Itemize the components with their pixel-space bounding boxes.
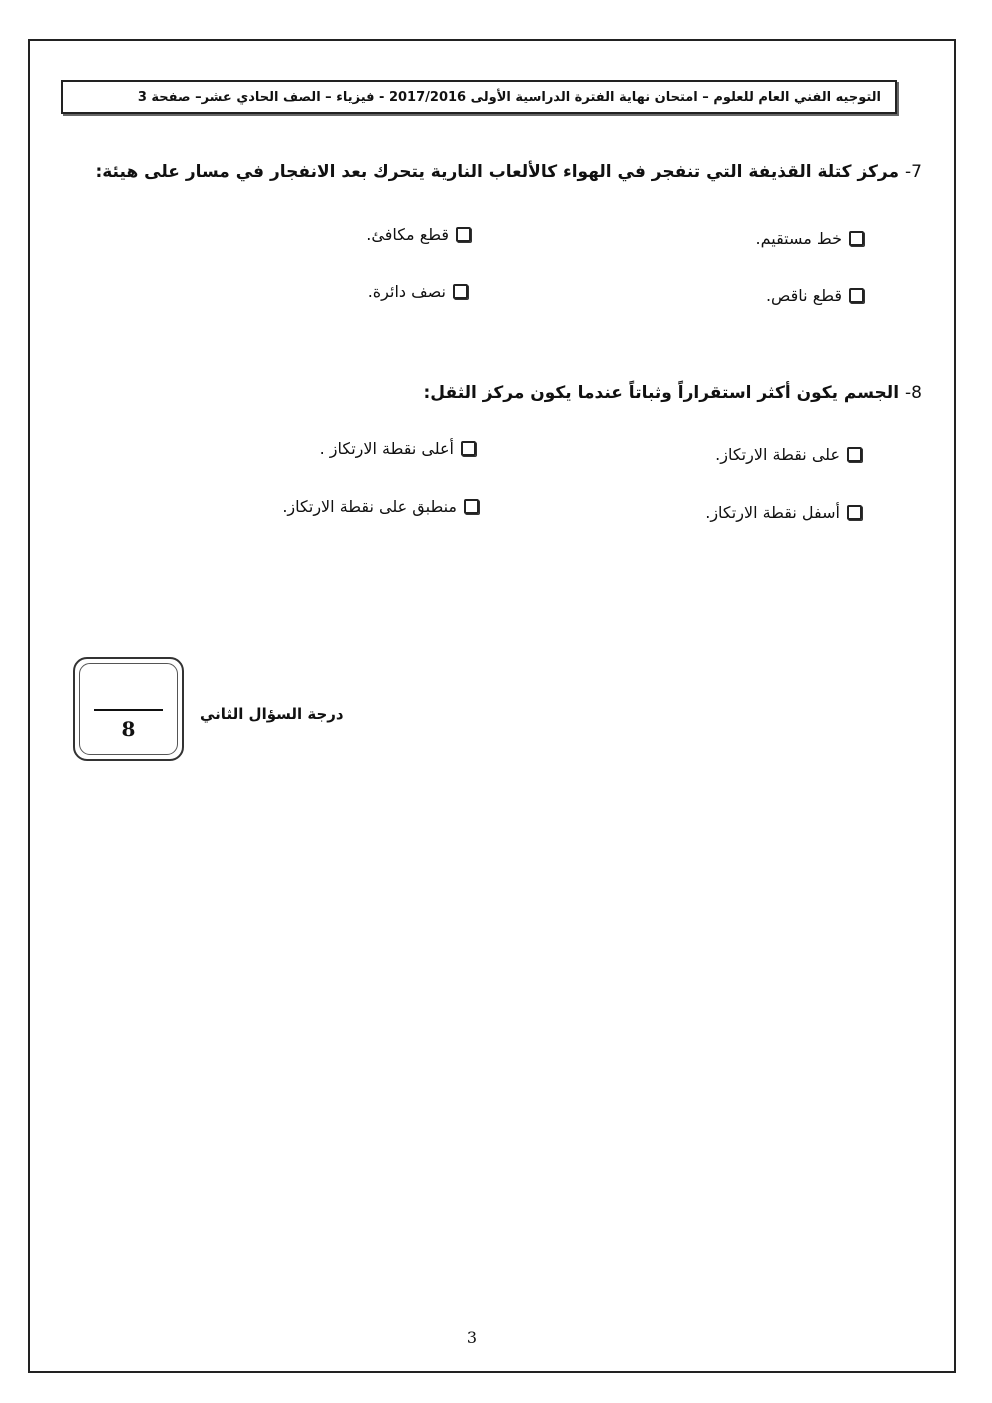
question-8-option-3[interactable] xyxy=(705,503,862,522)
option-label: قطع مكافئ. xyxy=(366,225,449,244)
score-box xyxy=(73,657,184,761)
checkbox-icon[interactable] xyxy=(461,441,476,456)
option-label: أعلى نقطة الارتكاز . xyxy=(319,439,454,458)
checkbox-icon[interactable] xyxy=(847,505,862,520)
option-label: على نقطة الارتكاز. xyxy=(715,445,840,464)
checkbox-icon[interactable] xyxy=(464,499,479,514)
question-8-option-1[interactable] xyxy=(715,445,862,464)
exam-header xyxy=(61,80,897,114)
question-7 xyxy=(95,162,922,182)
page-number: 3 xyxy=(466,1328,478,1347)
checkbox-icon[interactable] xyxy=(849,231,864,246)
question-8-option-2[interactable] xyxy=(320,439,476,458)
score-label: درجة السؤال الثاني xyxy=(200,705,344,723)
checkbox-icon[interactable] xyxy=(456,227,471,242)
option-label: أسفل نقطة الارتكاز. xyxy=(705,503,840,522)
question-8-number: 8- xyxy=(905,383,922,403)
option-label: نصف دائرة. xyxy=(367,282,446,301)
option-label: خط مستقيم. xyxy=(755,229,842,248)
score-entry-line xyxy=(94,709,163,711)
question-7-text: مركز كتلة القذيفة التي تنفجر في الهواء كالألعاب النارية يتحرك بعد الانفجار في مسار على هيئة: xyxy=(95,162,900,182)
question-7-option-2[interactable] xyxy=(366,225,471,244)
checkbox-icon[interactable] xyxy=(849,288,864,303)
question-7-number: 7- xyxy=(905,162,922,182)
question-8-text: الجسم يكون أكثر استقراراً وثباتاً عندما يكون مركز الثقل: xyxy=(423,383,900,403)
option-label: منطبق على نقطة الارتكاز. xyxy=(282,497,457,516)
checkbox-icon[interactable] xyxy=(453,284,468,299)
score-total: 8 xyxy=(121,717,136,741)
question-7-option-4[interactable] xyxy=(368,282,468,301)
exam-header-text: التوجيه الفني العام للعلوم – امتحان نهاية الفترة الدراسية الأولى 2017/2016 - فيزياء – الصف الحادي عشر– صفحة 3 xyxy=(137,89,881,105)
question-7-option-1[interactable] xyxy=(756,229,865,248)
checkbox-icon[interactable] xyxy=(847,447,862,462)
question-8-option-4[interactable] xyxy=(282,497,479,516)
question-8 xyxy=(424,383,923,403)
question-7-option-3[interactable] xyxy=(766,286,864,305)
option-label: قطع ناقص. xyxy=(765,286,842,305)
